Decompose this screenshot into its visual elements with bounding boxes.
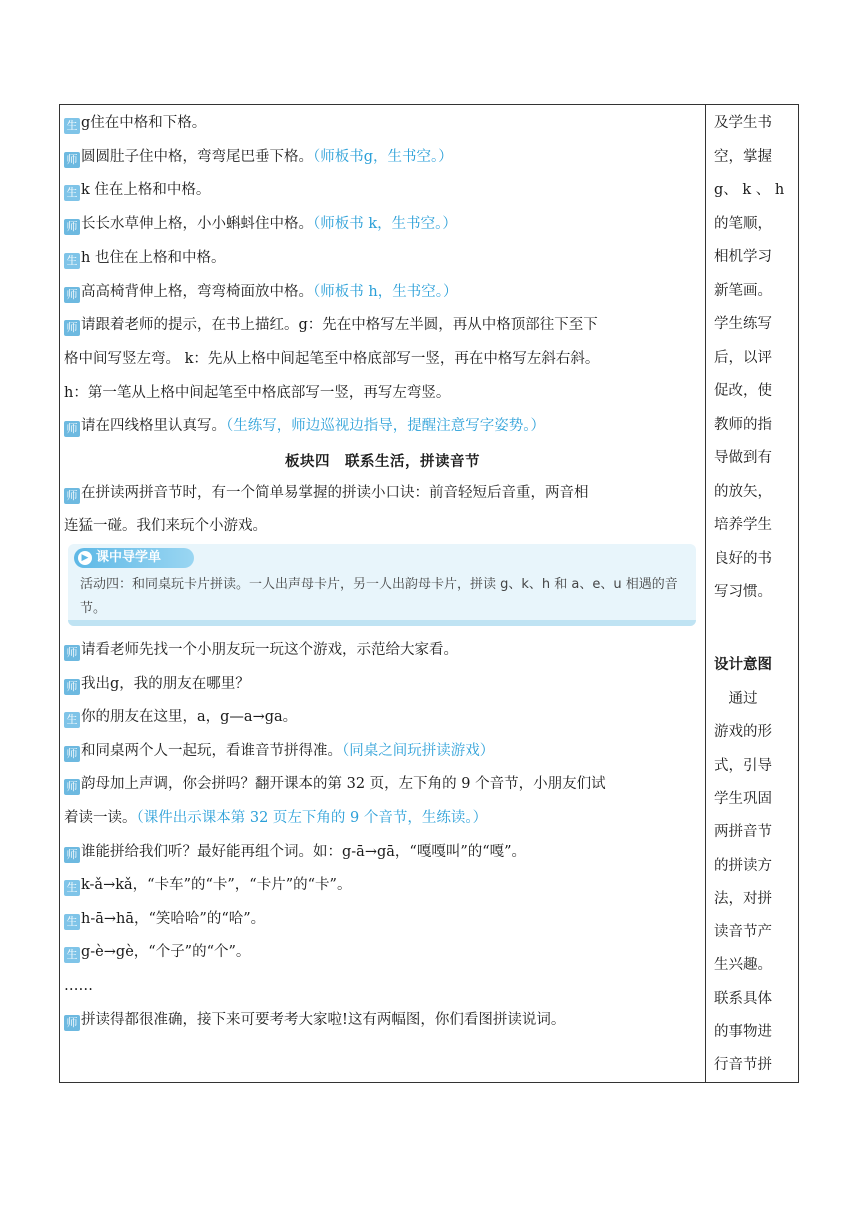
teacher-tag-icon: 师 xyxy=(64,152,80,168)
guide-header xyxy=(74,548,194,568)
dialogue-line xyxy=(64,214,457,235)
dialogue-line xyxy=(64,741,494,762)
side-note-line: 的笔顺， xyxy=(714,215,772,232)
side-note-line: 培养学生 xyxy=(714,517,772,533)
dialogue-text: 高高椅背伸上格，弯弯椅面放中格。 xyxy=(81,283,313,300)
guide-bottom-bar xyxy=(68,620,696,626)
column-divider xyxy=(705,105,706,1082)
dialogue-line xyxy=(64,909,265,930)
student-tag-icon: 生 xyxy=(64,947,80,963)
design-intent-line: 通过 xyxy=(714,691,758,707)
side-note-line: 教师的指 xyxy=(714,416,772,433)
side-note-line: g、 k 、 h xyxy=(714,182,785,198)
student-tag-icon: 生 xyxy=(64,880,80,896)
side-note-line: 空，掌握 xyxy=(714,148,772,165)
guide-activity-text: 活动四：和同桌玩卡片拼读。一人出声母卡片，另一人出韵母卡片，拼读 g、k、h 和 a、e、u 相遇的音节。 xyxy=(80,577,678,616)
dialogue-text: 你的朋友在这里，a，g—a→ga。 xyxy=(81,709,298,726)
section-heading xyxy=(60,450,705,471)
dialogue-text: g住在中格和下格。 xyxy=(81,115,207,131)
dialogue-text: 格中间写竖左弯。 k：先从上格中间起笔至中格底部写一竖，再在中格写左斜右斜。 xyxy=(64,350,600,367)
side-note-line: 相机学习 xyxy=(714,249,772,265)
dialogue-line xyxy=(64,808,487,828)
design-intent-title: 设计意图 xyxy=(714,656,772,673)
design-intent-line: 学生巩固 xyxy=(714,790,772,807)
dialogue-text: g-è→gè，“个子”的“个”。 xyxy=(81,944,251,961)
dialogue-text: 拼读得都很准确，接下来可要考考大家啦!这有两幅图，你们看图拼读说词。 xyxy=(81,1011,566,1028)
stage-direction: （师板书 h，生书空。） xyxy=(313,283,458,300)
dialogue-line xyxy=(64,707,297,728)
dialogue-line xyxy=(64,282,457,303)
dialogue-line xyxy=(64,674,250,695)
dialogue-line xyxy=(64,942,250,963)
design-intent-line: 生兴趣。 xyxy=(714,957,772,974)
side-note-line: 良好的书 xyxy=(714,550,772,567)
student-tag-icon: 生 xyxy=(64,253,80,269)
teacher-tag-icon: 师 xyxy=(64,488,80,504)
dialogue-line xyxy=(64,349,599,369)
design-intent-line: 行音节拼 xyxy=(714,1057,772,1074)
guide-header-label: 课中导学单 xyxy=(96,550,162,565)
stage-direction: （师板书 k，生书空。） xyxy=(313,216,457,233)
side-note-line: 的放矢， xyxy=(714,483,772,500)
teacher-tag-icon: 师 xyxy=(64,779,80,795)
design-intent-line: 式，引导 xyxy=(714,757,772,774)
design-intent-line: 法，对拼 xyxy=(714,890,772,907)
dialogue-text: …… xyxy=(64,978,93,994)
design-intent-line: 游戏的形 xyxy=(714,724,772,741)
teacher-tag-icon: 师 xyxy=(64,421,80,437)
dialogue-text: 圆圆肚子住中格，弯弯尾巴垂下格。 xyxy=(81,148,313,165)
dialogue-line xyxy=(64,640,458,661)
dialogue-line xyxy=(64,180,210,201)
section-heading-text: 板块四 联系生活，拼读音节 xyxy=(285,453,480,470)
dialogue-text: 请跟着老师的提示，在书上描红。g：先在中格写左半圆，再从中格顶部往下至下 xyxy=(81,317,598,334)
dialogue-line xyxy=(64,315,598,336)
dialogue-text: h 也住在上格和中格。 xyxy=(81,249,226,266)
dialogue-text: 我出g，我的朋友在哪里？ xyxy=(81,675,250,692)
dialogue-line xyxy=(64,842,526,863)
side-note-line: 写习惯。 xyxy=(714,584,772,600)
student-tag-icon: 生 xyxy=(64,118,80,134)
design-intent-line: 两拼音节 xyxy=(714,824,772,841)
design-intent-line: 的事物进 xyxy=(714,1024,772,1040)
side-note-line: 导做到有 xyxy=(714,450,772,466)
design-intent-line: 的拼读方 xyxy=(714,857,772,874)
dialogue-line xyxy=(64,516,267,536)
dialogue-line xyxy=(64,383,450,403)
dialogue-line xyxy=(64,774,606,795)
teacher-tag-icon: 师 xyxy=(64,320,80,336)
lesson-table xyxy=(59,104,799,1083)
dialogue-text: 请看老师先找一个小朋友玩一玩这个游戏，示范给大家看。 xyxy=(81,642,458,658)
student-tag-icon: 生 xyxy=(64,712,80,728)
teacher-tag-icon: 师 xyxy=(64,746,80,762)
teacher-tag-icon: 师 xyxy=(64,645,80,661)
dialogue-text: k 住在上格和中格。 xyxy=(81,182,211,199)
dialogue-text: 长长水草伸上格，小小蝌蚪住中格。 xyxy=(81,216,313,233)
teacher-tag-icon: 师 xyxy=(64,287,80,303)
dialogue-text: h：第一笔从上格中间起笔至中格底部写一竖，再写左弯竖。 xyxy=(64,384,451,401)
stage-direction: （生练写，师边巡视边指导，提醒注意写字姿势。） xyxy=(226,418,545,435)
student-tag-icon: 生 xyxy=(64,185,80,201)
dialogue-text: h-ā→hā，“笑哈哈”的“哈”。 xyxy=(81,910,266,927)
dialogue-text: k-ǎ→kǎ，“卡车”的“卡”，“卡片”的“卡”。 xyxy=(81,877,352,894)
side-note-line: 及学生书 xyxy=(714,115,772,131)
dialogue-line xyxy=(64,976,93,996)
teacher-tag-icon: 师 xyxy=(64,1015,80,1031)
side-note-line: 新笔画。 xyxy=(714,282,772,299)
dialogue-text: 连猛一碰。我们来玩个小游戏。 xyxy=(64,518,267,534)
dialogue-text: 韵母加上声调，你会拼吗？翻开课本的第 32 页，左下角的 9 个音节，小朋友们试 xyxy=(81,776,606,793)
stage-direction: （同桌之间玩拼读游戏） xyxy=(342,742,495,759)
student-tag-icon: 生 xyxy=(64,914,80,930)
side-note-line: 促改，使 xyxy=(714,383,772,399)
dialogue-line xyxy=(64,875,351,896)
side-note-line: 后，以评 xyxy=(714,349,772,366)
dialogue-line xyxy=(64,248,225,269)
design-intent-line: 联系具体 xyxy=(714,990,772,1007)
dialogue-text: 请在四线格里认真写。 xyxy=(81,418,226,435)
dialogue-text: 和同桌两个人一起玩，看谁音节拼得准。 xyxy=(81,742,342,759)
dialogue-text: 谁能拼给我们听？最好能再组个词。如：g-ā→gā，“嘎嘎叫”的“嘎”。 xyxy=(81,843,527,860)
dialogue-line xyxy=(64,1010,565,1031)
dialogue-line xyxy=(64,113,206,134)
side-note-line: 学生练写 xyxy=(714,316,772,332)
teacher-tag-icon: 师 xyxy=(64,219,80,235)
dialogue-line xyxy=(64,416,545,437)
teacher-tag-icon: 师 xyxy=(64,847,80,863)
design-intent-line: 读音节产 xyxy=(714,924,772,941)
dialogue-text: 着读一读。 xyxy=(64,810,137,826)
play-icon: ▶ xyxy=(78,551,92,565)
dialogue-text: 在拼读两拼音节时，有一个简单易掌握的拼读小口诀：前音轻短后音重，两音相 xyxy=(81,485,589,501)
stage-direction: （课件出示课本第 32 页左下角的 9 个音节，生练读。） xyxy=(136,810,488,826)
dialogue-line xyxy=(64,483,589,504)
in-class-guide-sheet xyxy=(68,544,696,626)
dialogue-line xyxy=(64,147,453,168)
stage-direction: （师板书g，生书空。） xyxy=(313,148,453,165)
teacher-tag-icon: 师 xyxy=(64,679,80,695)
